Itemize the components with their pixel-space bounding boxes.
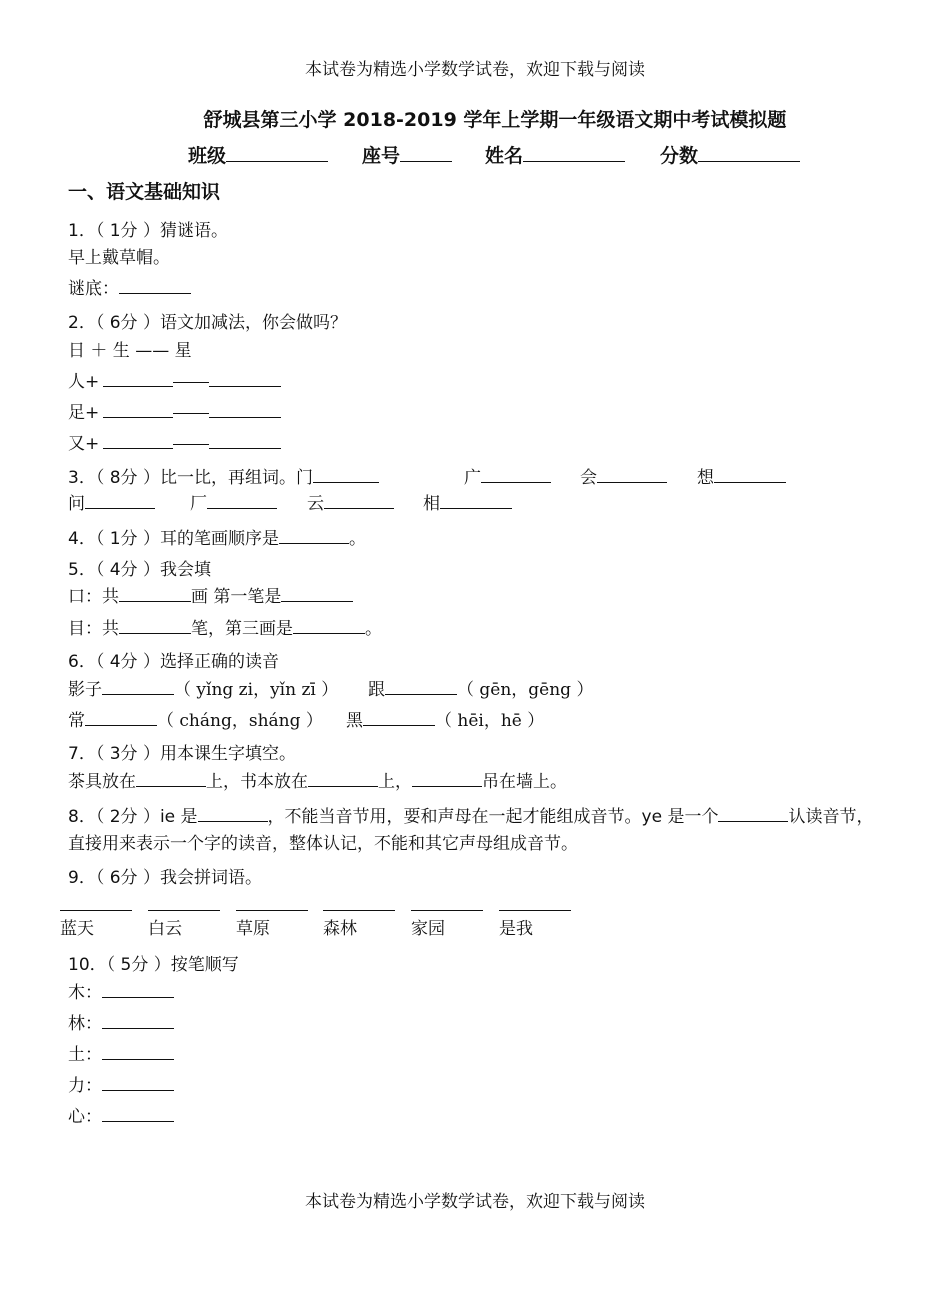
blank[interactable] [103,370,173,387]
blank[interactable] [308,770,378,787]
q3-item [68,492,155,516]
name-label: 姓名 [485,145,524,167]
question-8-line1 [68,805,873,829]
answer-label: 谜底： [68,279,119,299]
q10-row [68,1012,174,1036]
q10-row [68,1074,174,1098]
seat-field [362,144,452,168]
row-label: 足+ [68,403,100,423]
row-label: 又+ [68,434,100,454]
word: 影子 [68,680,102,700]
q6-item [68,678,338,702]
question-2-head: 2．（ 6分 ）语文加减法，你会做吗？ [68,313,347,333]
text: 目：共 [68,619,119,639]
question-6-head: 6．（ 4分 ）选择正确的读音 [68,652,279,672]
pinyin-blank[interactable] [236,896,308,911]
text: 上，书本放在 [206,772,308,792]
pinyin-blank[interactable] [499,896,571,911]
blank[interactable] [440,492,512,509]
blank[interactable] [363,709,435,726]
question-2-row [68,370,281,394]
blank[interactable] [281,585,353,602]
blank[interactable] [102,981,174,998]
name-blank[interactable] [523,145,625,162]
dash [173,444,209,445]
question-10-head: 10．（ 5分 ）按笔顺写 [68,955,239,975]
blank[interactable] [293,617,365,634]
blank[interactable] [209,401,281,418]
blank[interactable] [412,770,482,787]
q6-item [368,678,593,702]
question-1-head: 1．（ 1分 ）猜谜语。 [68,221,228,241]
word: 草原 [236,919,270,939]
blank[interactable] [597,466,667,483]
question-3-text: 3．（ 8分 ）比一比，再组词。 [68,468,296,488]
class-blank[interactable] [226,145,328,162]
score-field [660,144,800,168]
blank[interactable] [102,1074,174,1091]
blank[interactable] [102,1012,174,1029]
pinyin-options: （ yǐng zi，yǐn zī ） [174,680,339,700]
pinyin-blank[interactable] [148,896,220,911]
text: ，不能当音节用，要和声母在一起才能组成音节。ye 是一个 [267,807,719,827]
pinyin-blank[interactable] [411,896,483,911]
dash [173,382,209,383]
blank[interactable] [102,678,174,695]
blank[interactable] [136,770,206,787]
question-2-row [68,432,281,456]
blank[interactable] [714,466,786,483]
q3-item [423,492,512,516]
question-1-riddle: 早上戴草帽。 [68,248,170,268]
char: 相 [423,494,440,514]
text: 认读音节， [788,807,874,827]
blank[interactable] [119,585,191,602]
score-blank[interactable] [698,145,800,162]
question-1-answer [68,277,191,301]
q3-item [190,492,277,516]
blank[interactable] [209,370,281,387]
word: 黑 [346,711,363,731]
char: 厂 [190,494,207,514]
blank[interactable] [103,401,173,418]
class-label: 班级 [188,145,227,167]
q3-item [464,466,551,490]
q6-item [346,709,544,733]
period: 。 [348,529,366,549]
question-2-example: 日 ＋ 生 —— 星 [68,341,192,361]
text: 笔，第三画是 [191,619,293,639]
class-field [188,144,328,168]
question-5-line [68,617,382,641]
char: 木： [68,983,102,1003]
answer-blank[interactable] [119,277,191,294]
word: 蓝天 [60,919,94,939]
char: 云 [307,494,324,514]
question-3-head [68,466,379,490]
blank[interactable] [119,617,191,634]
blank[interactable] [209,432,281,449]
question-5-head: 5．（ 4分 ）我会填 [68,560,211,580]
blank[interactable] [481,466,551,483]
text: 茶具放在 [68,772,136,792]
page-footer: 本试卷为精选小学数学试卷，欢迎下载与阅读 [305,1192,645,1212]
blank[interactable] [85,709,157,726]
char: 心： [68,1107,102,1127]
q3-item [580,466,667,490]
q6-item [68,709,323,733]
section-heading: 一、语文基础知识 [68,181,221,203]
text: 吊在墙上。 [482,772,567,792]
blank[interactable] [85,492,155,509]
blank[interactable] [313,466,379,483]
word: 常 [68,711,85,731]
word: 家园 [411,919,445,939]
q3-item [697,466,786,490]
q3-item [307,492,394,516]
seat-label: 座号 [362,145,401,167]
char: 林： [68,1014,102,1034]
blank[interactable] [102,1105,174,1122]
blank[interactable] [324,492,394,509]
blank[interactable] [718,805,788,822]
word: 是我 [499,919,533,939]
word: 森林 [323,919,357,939]
text: 画 第一笔是 [191,587,282,607]
pinyin-options: （ hēi，hē ） [435,711,545,731]
blank[interactable] [279,527,349,544]
question-8-line2: 直接用来表示一个字的读音，整体认记，不能和其它声母组成音节。 [68,834,578,854]
row-label: 人+ [68,372,100,392]
blank[interactable] [198,805,268,822]
question-4 [68,527,366,551]
pinyin-options: （ cháng，sháng ） [157,711,323,731]
question-4-text: 4．（ 1分 ）耳的笔画顺序是 [68,529,279,549]
pinyin-blank[interactable] [60,896,132,911]
q10-row [68,1105,174,1129]
question-7-line [68,770,567,794]
char: 想 [697,468,714,488]
char: 问 [68,494,85,514]
blank[interactable] [102,1043,174,1060]
text: 。 [365,619,382,639]
q10-row [68,981,174,1005]
name-field [485,144,625,168]
blank[interactable] [385,678,457,695]
blank[interactable] [207,492,277,509]
text: 8．（ 2分 ）ie 是 [68,807,198,827]
q10-row [68,1043,174,1067]
char: 门 [295,468,313,488]
question-5-line [68,585,353,609]
char: 广 [464,468,481,488]
char: 会 [580,468,597,488]
question-7-head: 7．（ 3分 ）用本课生字填空。 [68,744,296,764]
question-2-row [68,401,281,425]
char: 力： [68,1076,102,1096]
char: 土： [68,1045,102,1065]
dash [173,413,209,414]
pinyin-blank[interactable] [323,896,395,911]
score-label: 分数 [660,145,699,167]
word: 跟 [368,680,385,700]
seat-blank[interactable] [400,145,452,162]
pinyin-options: （ gēn，gēng ） [457,680,594,700]
page-header: 本试卷为精选小学数学试卷，欢迎下载与阅读 [305,60,645,80]
exam-title: 舒城县第三小学 2018-2019 学年上学期一年级语文期中考试模拟题 [203,109,787,131]
word: 白云 [148,919,182,939]
text: 上， [378,772,412,792]
question-9-head: 9．（ 6分 ）我会拼词语。 [68,868,262,888]
text: 口：共 [68,587,119,607]
blank[interactable] [103,432,173,449]
